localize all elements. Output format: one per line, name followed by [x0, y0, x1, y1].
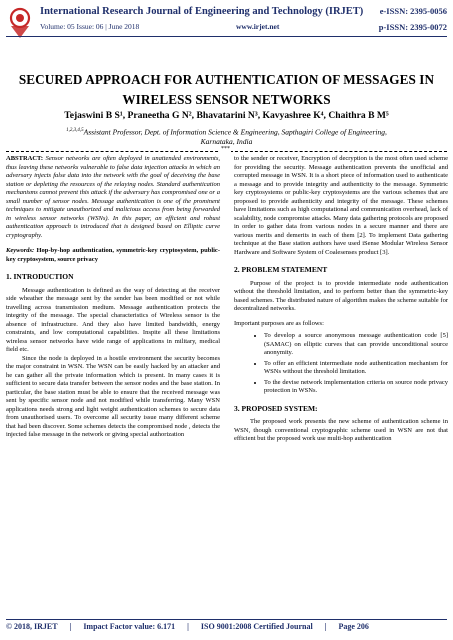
- footer-rule: [6, 619, 447, 620]
- page-footer: [6, 622, 379, 631]
- affiliation-line-1: Assistant Professor, Dept. of Information Science & Engineering, Sapthagiri College of Engineering,: [83, 127, 387, 137]
- footer-impact-factor: Impact Factor value: 6.171: [83, 622, 176, 631]
- affiliation-line-2: Karnataka, India: [200, 136, 253, 146]
- problem-statement-heading: 2. PROBLEM STATEMENT: [234, 265, 328, 274]
- footer-iso: ISO 9001:2008 Certified Journal: [200, 622, 313, 631]
- introduction-continuation: to the sender or receiver, Encryption of decryption is the most often used scheme for providing the security. Message authentication prevents the unofficial and corrupted message in WSN. It is a short piece of information used to authenticate a message and to provide integrity and authenticity to the message. Symmetric key cryptosystems or public-key cryptosystems are the various schemes that are proposed to provide authenticity and integrity of the message. These schemes have limitations such as high computational and communication overhead, lack of scalability, node compromise attacks. Many data gathering protocols are proposed in order to gather data from various nodes in a secure manner and there are various merits and demerits in each of them [2]. To implement Data gathering technique at the Base station authors have used iSense Modular Wireless Sensor Hardware and Software System of Coalesenses product [3].: [234, 155, 448, 256]
- purposes-list: [234, 332, 448, 396]
- abstract-label: ABSTRACT:: [6, 155, 44, 162]
- irjet-logo: [6, 6, 34, 40]
- introduction-paragraph-2: Since the node is deployed in a hostile environment the security becomes the major constraint in WSN. The WSN can be easily hacked by an attacker and he can gather all the private information which is present. In many cases it is sufficient to secure data transfer between the sensor nodes and the base station. In particular, the base station must be able to ensure that the received message was sent by specific sensor node and not modified while transferring. Many WSN applications needs strong and light weight authentication schemes to secure data from unauthorised users. To overcome all security issue many different scheme that had been discover. Some schemes detects the compromised node , detects the injected false message in the network or giving special authorization: [6, 354, 220, 438]
- volume-issue: Volume: 05 Issue: 06 | June 2018: [40, 22, 140, 31]
- e-issn: e-ISSN: 2395-0056: [379, 6, 447, 16]
- paper-authors: Tejaswini B S¹, Praneetha G N², Bhavatarini N³, Kavyashree K⁴, Chaithra B M⁵: [64, 110, 389, 121]
- abstract: [6, 155, 220, 240]
- p-issn: p-ISSN: 2395-0072: [378, 22, 447, 32]
- left-column: [6, 155, 220, 440]
- paper-title-line-1: SECURED APPROACH FOR AUTHENTICATION OF MESSAGES IN: [18, 72, 435, 87]
- footer-divider: |: [324, 622, 327, 631]
- footer-copyright: © 2018, IRJET: [6, 622, 58, 631]
- purposes-intro: Important purposes are as follows:: [234, 319, 324, 327]
- introduction-heading: 1. INTRODUCTION: [6, 272, 74, 281]
- footer-divider: |: [187, 622, 189, 631]
- problem-statement-paragraph: Purpose of the project is to provide intermediate node authentication without the threshold limitation, and to perform better than the symmetric-key based schemes. The distributed nature of algorithm makes the scheme suitable for decentralized networks.: [234, 279, 448, 312]
- author-affiliation: [14, 126, 439, 146]
- separator-mark: ***: [221, 146, 230, 152]
- list-item: • To offer an efficient intermediate node authentication mechanism for WSNs without the threshold limitation.: [264, 360, 448, 377]
- journal-title: International Research Journal of Engineering and Technology (IRJET): [40, 6, 364, 17]
- footer-divider: |: [69, 622, 72, 631]
- journal-header: [0, 0, 453, 62]
- paper-title-line-2: WIRELESS SENSOR NETWORKS: [122, 92, 331, 107]
- introduction-paragraph-1: Message authentication is defined as the way of detecting at the receiver side wheather the message sent by the sender has been modified or not while travelling across transmission medium. Message authentication protects the integrity of the message. The special characteristics of Wireless sensor is the absence of infrastructure. And they also have limited bandwidth, energy constraints, and low computational capabilities. Inspite all these limitations wireless sensor networks have wide range of applications in military, medical field etc.: [6, 286, 220, 353]
- affiliation-superscript: 1,2,3,4,5: [66, 128, 84, 133]
- footer-page-number: Page 206: [338, 622, 369, 631]
- keywords-text: Hop-by-hop authentication, symmetric-key cryptosystem, public-key cryptosystem, source privacy: [6, 247, 220, 263]
- keywords-label: Keywords:: [6, 247, 35, 254]
- proposed-system-heading: 3. PROPOSED SYSTEM:: [234, 403, 318, 413]
- abstract-text: Sensor networks are often deployed in unattended environments, thus leaving these networks vulnerable to false data injection attacks in which an adversary injects false data into the network with the goal of deceiving the base station or depleting the resources of the relaying nodes. Standard authentication mechanisms cannot prevent this attack if the adversary has compromised one or a small number of sensor nodes. Message authentication is one of the prominent techniques to mitigate unauthorized and malicious access from being forwarded in wireless sensor networks (WSNs). In this paper, an efficient and robust authentication approach is introduced that is designed based on Elliptic curve cryptography.: [6, 155, 220, 239]
- keywords: [6, 247, 220, 264]
- list-item: • To the devise network implementation criteria on source node privacy protection in WSNs.: [264, 379, 448, 396]
- right-column: [234, 155, 448, 444]
- list-item: • To develop a source anonymous message authentication code [5] (SAMAC) on elliptic curves that can provide unconditional source anonymity.: [264, 332, 448, 358]
- journal-website[interactable]: www.irjet.net: [236, 22, 280, 31]
- header-rule: [6, 36, 447, 37]
- proposed-system-paragraph: The proposed work presents the new scheme of authentication scheme in WSN, though conventional cryptographic scheme used in WSN are not that efficient but the proposed work use multi-hop authentication: [234, 418, 448, 442]
- irjet-logo-icon: [6, 6, 34, 40]
